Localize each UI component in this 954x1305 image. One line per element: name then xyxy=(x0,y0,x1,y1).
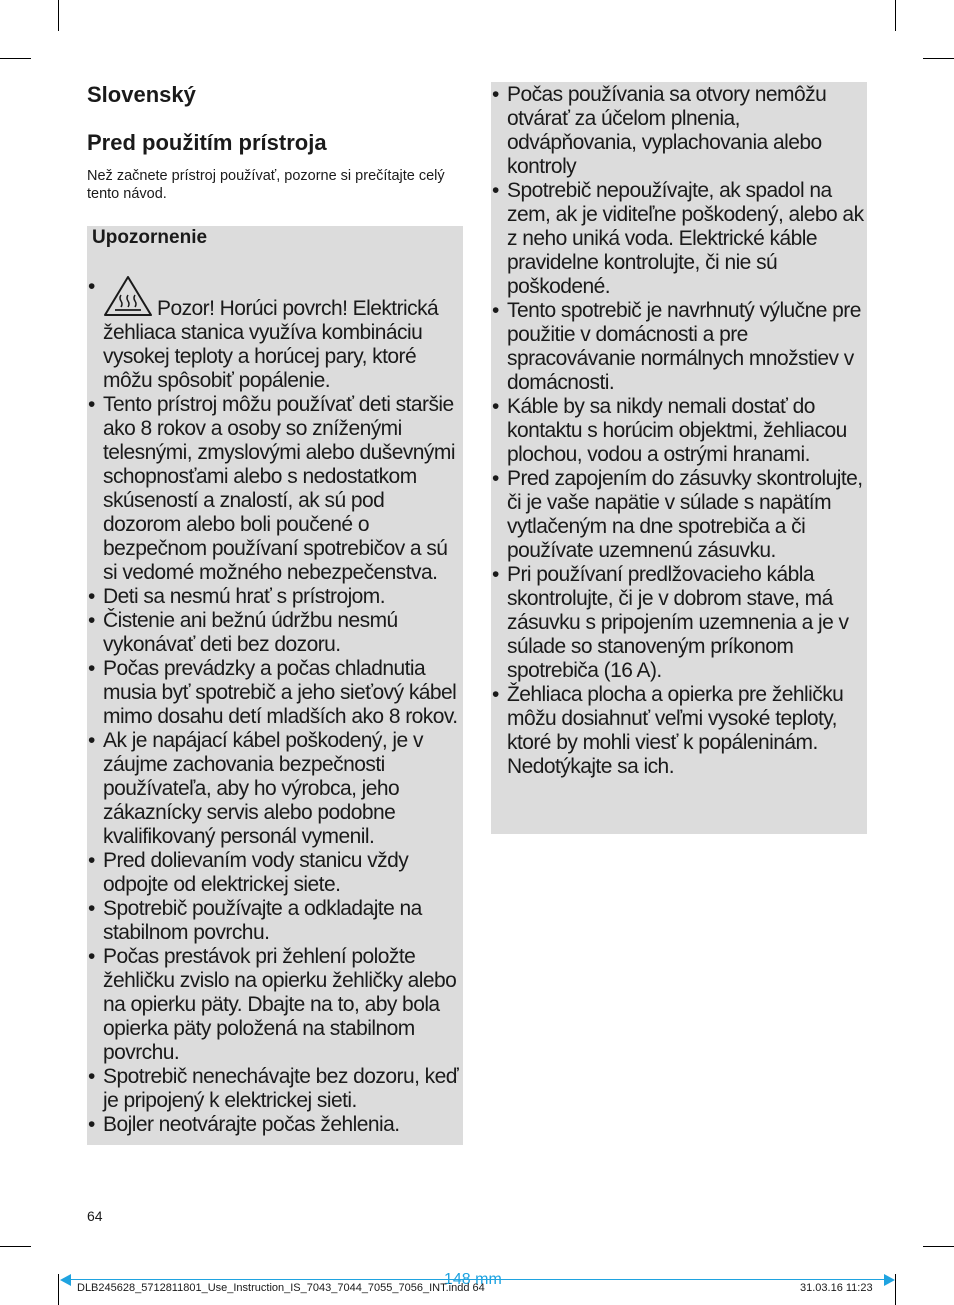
dimension-label: 148 mm xyxy=(444,1271,502,1288)
list-item: • Pred zapojením do zásuvky skontrolujte, či je vaše napätie v súlade s napätím vytlačeným na dne spotrebiča a či používate uzemnenú zásuvku. xyxy=(492,467,863,562)
section-title: Pred použitím prístroja xyxy=(87,130,327,155)
warning-list-left xyxy=(87,275,463,1137)
crop-mark xyxy=(895,0,896,31)
list-item: • Spotrebič používajte a odkladajte na stabilnom povrchu. xyxy=(88,897,422,944)
list-item: • Tento prístroj môžu používať deti staršie ako 8 rokov a osoby so zníženými telesnými, zmyslovými alebo duševnými schopnosťami alebo s nedostatkom skúseností a znalostí, ak sú pod dozorom alebo boli poučené o bezpečnom používaní spotrebičov a sú si vedomé možného nebezpečenstva. xyxy=(88,393,455,584)
hot-surface-warning-icon xyxy=(103,275,153,317)
list-item: • Spotrebič nepoužívajte, ak spadol na zem, ak je viditeľne poškodený, alebo ak z neho uniká voda. Elektrické káble pravidelne kontrolujte, či nie sú poškodené. xyxy=(492,179,864,298)
list-item: • Počas prestávok pri žehlení položte žehličku zvislo na opierku žehličky alebo na opierku päty. Dbajte na to, aby bola opierka päty položená na stabilnom povrchu. xyxy=(88,945,457,1064)
warning-list-right xyxy=(491,83,869,779)
language-heading: Slovenský xyxy=(87,82,196,107)
crop-mark xyxy=(895,1274,896,1305)
page-number: 64 xyxy=(87,1208,103,1224)
warning-title: Upozornenie xyxy=(92,227,208,248)
list-item: • Čistenie ani bežnú údržbu nesmú vykonávať deti bez dozoru. xyxy=(88,609,398,656)
list-item: • Počas používania sa otvory nemôžu otvárať za účelom plnenia, odvápňovania, vyplachovania alebo kontroly xyxy=(492,83,827,178)
crop-mark xyxy=(0,58,31,59)
arrow-right-icon xyxy=(884,1274,895,1286)
crop-mark xyxy=(58,0,59,31)
crop-mark xyxy=(923,1246,954,1247)
arrow-left-icon xyxy=(60,1274,71,1286)
crop-mark xyxy=(923,58,954,59)
list-item: • Deti sa nesmú hrať s prístrojom. xyxy=(88,585,386,608)
list-item: • Pozor! Horúci povrch! Elektrická žehliaca stanica využíva kombináciu vysokej teploty a horúcej pary, ktoré môžu spôsobiť popálenie. xyxy=(88,275,439,392)
list-item: • Žehliaca plocha a opierka pre žehličku môžu dosiahnuť veľmi vysoké teploty, ktoré by mohli viesť k popáleninám. Nedotýkajte sa ich. xyxy=(492,683,844,778)
footer-date: 31.03.16 11:23 xyxy=(800,1282,873,1294)
list-item: • Počas prevádzky a počas chladnutia musia byť spotrebič a jeho sieťový kábel mimo dosahu detí mladších ako 8 rokov. xyxy=(88,657,458,728)
list-item: • Bojler neotvárajte počas žehlenia. xyxy=(88,1113,400,1136)
crop-mark xyxy=(0,1246,31,1247)
list-item: • Tento spotrebič je navrhnutý výlučne pre použitie v domácnosti a pre spracovávanie normálnych množstiev v domácnosti. xyxy=(492,299,861,394)
list-item: • Ak je napájací kábel poškodený, je v záujme zachovania bezpečnosti používateľa, aby ho výrobca, jeho zákaznícky servis alebo podobne kvalifikovaný personál vymenil. xyxy=(88,729,423,848)
list-item: • Pri používaní predlžovacieho kábla skontrolujte, či je v dobrom stave, má zásuvku s pripojením uzemnenia a je v súlade so stanoveným príkonom spotrebiča (16 A). xyxy=(492,563,849,682)
intro-text: Než začnete prístroj používať, pozorne si prečítajte celý tento návod. xyxy=(87,168,445,202)
crop-mark xyxy=(58,1274,59,1305)
list-item: • Spotrebič nenechávajte bez dozoru, keď je pripojený k elektrickej sieti. xyxy=(88,1065,459,1112)
footer-filename: DLB245628_5712811801_Use_Instruction_IS_7043_7044_7055_7056_INT.indd 64 xyxy=(77,1282,485,1294)
list-item: • Káble by sa nikdy nemali dostať do kontaktu s horúcim objektmi, žehliacou plochou, vodou a ostrými hranami. xyxy=(492,395,847,466)
list-item: • Pred dolievaním vody stanicu vždy odpojte od elektrickej siete. xyxy=(88,849,409,896)
